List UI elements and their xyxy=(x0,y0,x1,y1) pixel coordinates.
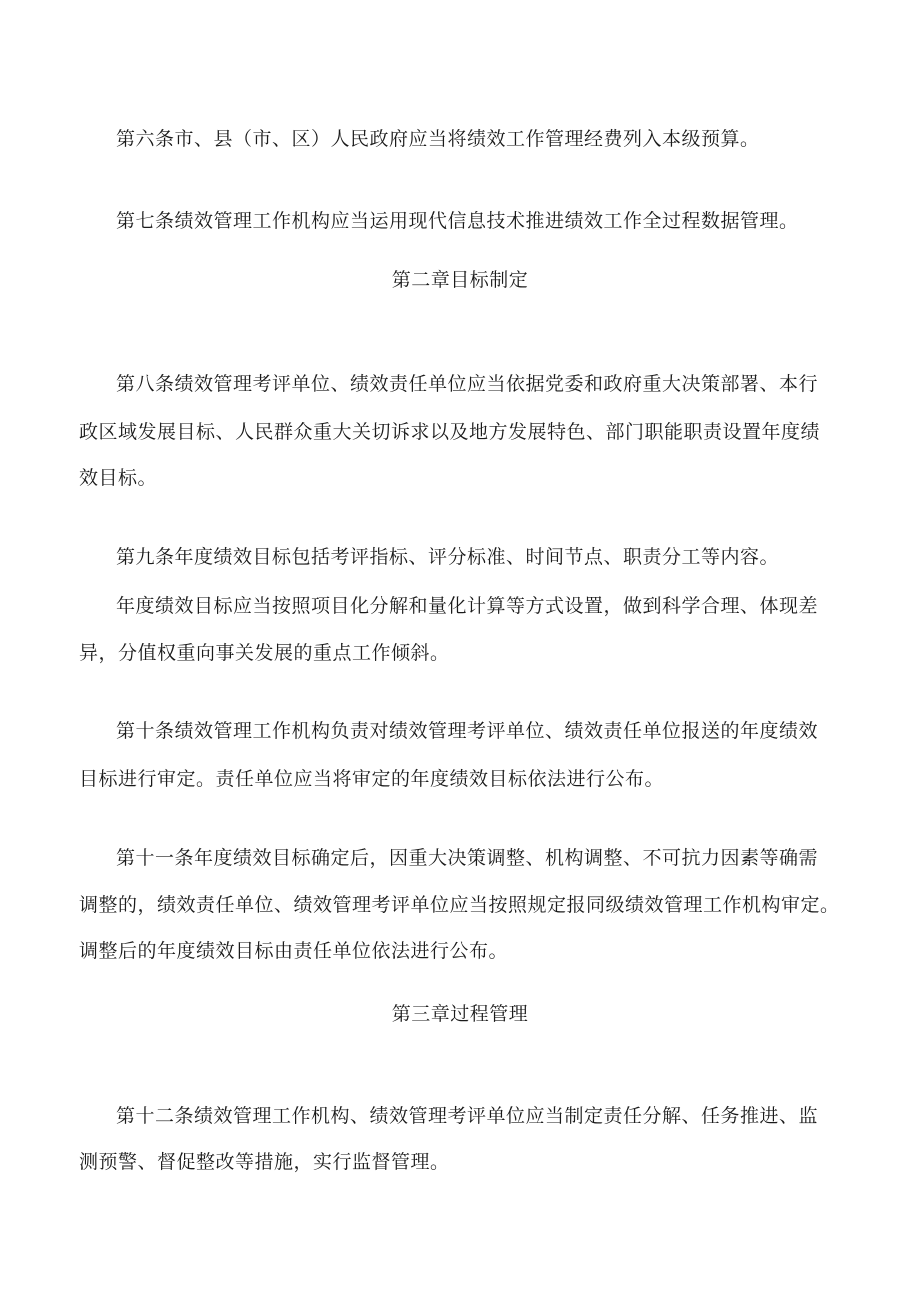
chapter-3-heading: 第三章过程管理 xyxy=(391,1003,529,1025)
article-8-line-2: 政区域发展目标、人民群众重大关切诉求以及地方发展特色、部门职能职责设置年度绩 xyxy=(79,421,821,443)
article-12-line-2: 测预警、督促整改等措施，实行监督管理。 xyxy=(79,1151,450,1173)
article-11-line-1: 第十一条年度绩效目标确定后，因重大决策调整、机构调整、不可抗力因素等确需 xyxy=(116,847,819,869)
article-8-line-1: 第八条绩效管理考评单位、绩效责任单位应当依据党委和政府重大决策部署、本行 xyxy=(116,373,819,395)
article-11-line-2: 调整的，绩效责任单位、绩效管理考评单位应当按照规定报同级绩效管理工作机构审定。 xyxy=(79,894,840,916)
article-8-line-3: 效目标。 xyxy=(79,467,158,489)
chapter-2-heading: 第二章目标制定 xyxy=(391,269,529,291)
article-9: 第九条年度绩效目标包括考评指标、评分标准、时间节点、职责分工等内容。 xyxy=(116,546,780,568)
article-11-line-3: 调整后的年度绩效目标由责任单位依法进行公布。 xyxy=(79,940,509,962)
article-6: 第六条市、县（市、区）人民政府应当将绩效工作管理经费列入本级预算。 xyxy=(116,128,760,150)
article-12-line-1: 第十二条绩效管理工作机构、绩效管理考评单位应当制定责任分解、任务推进、监 xyxy=(116,1105,819,1127)
article-9-para2-line-2: 异，分值权重向事关发展的重点工作倾斜。 xyxy=(79,642,450,664)
article-7: 第七条绩效管理工作机构应当运用现代信息技术推进绩效工作全过程数据管理。 xyxy=(116,210,799,232)
article-10-line-2: 目标进行审定。责任单位应当将审定的年度绩效目标依法进行公布。 xyxy=(79,768,665,790)
article-10-line-1: 第十条绩效管理工作机构负责对绩效管理考评单位、绩效责任单位报送的年度绩效 xyxy=(116,720,819,742)
article-9-para2-line-1: 年度绩效目标应当按照项目化分解和量化计算等方式设置，做到科学合理、体现差 xyxy=(116,595,819,617)
